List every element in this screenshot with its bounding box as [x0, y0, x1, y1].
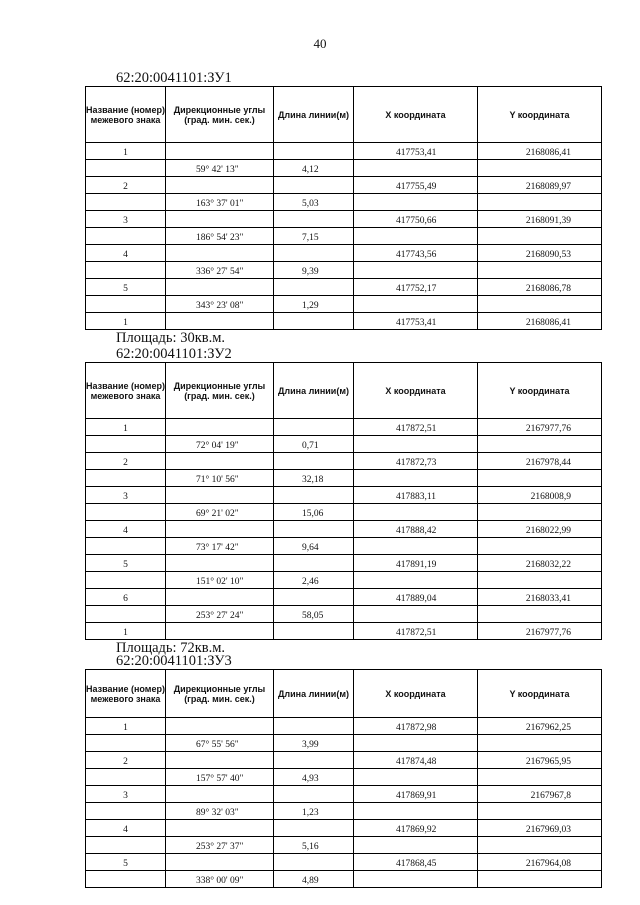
cell-length — [274, 718, 354, 735]
cell-length — [274, 419, 354, 436]
cell-x — [354, 735, 478, 752]
cell-y: 2168033,41 — [478, 589, 602, 606]
cell-length: 4,89 — [274, 871, 354, 888]
cell-y: 2168091,39 — [478, 211, 602, 228]
cell-length — [274, 589, 354, 606]
cell-y: 2168086,41 — [478, 313, 602, 330]
table-row — [86, 419, 602, 436]
cell-point-name — [86, 871, 166, 888]
cell-length — [274, 854, 354, 871]
table-row — [86, 160, 602, 177]
cell-length: 4,93 — [274, 769, 354, 786]
cell-x: 417872,51 — [354, 419, 478, 436]
cell-point-name: 3 — [86, 487, 166, 504]
cell-length — [274, 143, 354, 160]
header-y: Y координата — [478, 87, 602, 143]
table-row — [86, 245, 602, 262]
parcel-block-3 — [85, 653, 601, 888]
cell-y: 2167962,25 — [478, 718, 602, 735]
cell-length: 58,05 — [274, 606, 354, 623]
cell-y: 2167967,8 — [478, 786, 602, 803]
table-row — [86, 436, 602, 453]
cell-length: 9,39 — [274, 262, 354, 279]
cell-angle: 186° 54' 23" — [166, 228, 274, 245]
cell-angle: 253° 27' 24" — [166, 606, 274, 623]
cell-point-name: 2 — [86, 752, 166, 769]
header-y: Y координата — [478, 363, 602, 419]
cell-angle — [166, 245, 274, 262]
cell-angle: 163° 37' 01" — [166, 194, 274, 211]
cell-length — [274, 453, 354, 470]
cell-angle — [166, 820, 274, 837]
cell-x: 417753,41 — [354, 313, 478, 330]
header-name: Название (номер) межевого знака — [86, 87, 166, 143]
cell-angle: 157° 57' 40" — [166, 769, 274, 786]
cell-x — [354, 538, 478, 555]
header-name: Название (номер) межевого знака — [86, 670, 166, 718]
cell-y — [478, 160, 602, 177]
cell-y — [478, 837, 602, 854]
coordinates-table — [85, 86, 602, 330]
cell-x — [354, 837, 478, 854]
cell-length — [274, 752, 354, 769]
cell-y — [478, 262, 602, 279]
cell-angle — [166, 786, 274, 803]
area-text: Площадь: 30кв.м. — [116, 330, 226, 346]
cell-angle — [166, 589, 274, 606]
cell-x: 417874,48 — [354, 752, 478, 769]
cell-x — [354, 803, 478, 820]
table-row — [86, 177, 602, 194]
cell-x — [354, 769, 478, 786]
cell-point-name — [86, 470, 166, 487]
table-row — [86, 211, 602, 228]
cell-y: 2168090,53 — [478, 245, 602, 262]
coordinates-table — [85, 669, 602, 888]
cell-angle: 89° 32' 03" — [166, 803, 274, 820]
header-angle: Дирекционные углы (град. мин. сек.) — [166, 87, 274, 143]
cell-x: 417869,91 — [354, 786, 478, 803]
cell-angle — [166, 521, 274, 538]
table-row — [86, 194, 602, 211]
cell-length: 15,06 — [274, 504, 354, 521]
cell-length — [274, 279, 354, 296]
cell-y — [478, 606, 602, 623]
parcel-block-1 — [85, 70, 601, 346]
cell-angle: 59° 42' 13" — [166, 160, 274, 177]
cell-point-name: 5 — [86, 555, 166, 572]
cell-x: 417889,04 — [354, 589, 478, 606]
cell-point-name: 5 — [86, 854, 166, 871]
parcel-title: 62:20:0041101:ЗУ3 — [116, 653, 232, 669]
cell-point-name — [86, 160, 166, 177]
cell-y — [478, 470, 602, 487]
table-row — [86, 521, 602, 538]
cell-length — [274, 211, 354, 228]
cell-angle — [166, 718, 274, 735]
parcel-title: 62:20:0041101:ЗУ2 — [116, 346, 232, 362]
cell-y — [478, 803, 602, 820]
table-row — [86, 623, 602, 640]
cell-length — [274, 820, 354, 837]
cell-angle — [166, 453, 274, 470]
cell-x: 417872,73 — [354, 453, 478, 470]
cell-y — [478, 769, 602, 786]
table-row — [86, 228, 602, 245]
header-x: X координата — [354, 670, 478, 718]
cell-x — [354, 436, 478, 453]
table-body — [86, 419, 602, 640]
cell-length: 4,12 — [274, 160, 354, 177]
cell-point-name — [86, 803, 166, 820]
table-row — [86, 769, 602, 786]
table-row — [86, 555, 602, 572]
cell-y: 2168032,22 — [478, 555, 602, 572]
table-row — [86, 572, 602, 589]
cell-length: 5,16 — [274, 837, 354, 854]
cell-x: 417743,56 — [354, 245, 478, 262]
cell-y: 2168086,78 — [478, 279, 602, 296]
cell-length — [274, 521, 354, 538]
parcel-title: 62:20:0041101:ЗУ1 — [116, 70, 232, 86]
cell-angle: 338° 00' 09" — [166, 871, 274, 888]
cell-y — [478, 228, 602, 245]
cell-y — [478, 504, 602, 521]
cell-length: 5,03 — [274, 194, 354, 211]
cell-x: 417750,66 — [354, 211, 478, 228]
cell-length — [274, 487, 354, 504]
cell-x: 417883,11 — [354, 487, 478, 504]
cell-x — [354, 470, 478, 487]
cell-x — [354, 296, 478, 313]
cell-length — [274, 245, 354, 262]
cell-point-name — [86, 194, 166, 211]
cell-y — [478, 436, 602, 453]
cell-point-name: 5 — [86, 279, 166, 296]
table-row — [86, 837, 602, 854]
cell-angle: 71° 10' 56" — [166, 470, 274, 487]
cell-x — [354, 572, 478, 589]
table-row — [86, 752, 602, 769]
cell-y: 2167977,76 — [478, 623, 602, 640]
cell-length: 7,15 — [274, 228, 354, 245]
cell-y: 2167965,95 — [478, 752, 602, 769]
cell-angle — [166, 279, 274, 296]
cell-length: 1,23 — [274, 803, 354, 820]
cell-angle — [166, 487, 274, 504]
header-x: X координата — [354, 363, 478, 419]
cell-point-name — [86, 296, 166, 313]
cell-y: 2168008,9 — [478, 487, 602, 504]
table-row — [86, 470, 602, 487]
cell-point-name — [86, 538, 166, 555]
cell-x: 417872,98 — [354, 718, 478, 735]
cell-point-name — [86, 436, 166, 453]
cell-y — [478, 871, 602, 888]
cell-point-name — [86, 572, 166, 589]
cell-angle: 253° 27' 37" — [166, 837, 274, 854]
cell-length: 2,46 — [274, 572, 354, 589]
cell-x — [354, 262, 478, 279]
table-row — [86, 718, 602, 735]
cell-point-name: 3 — [86, 211, 166, 228]
coordinates-table — [85, 362, 602, 640]
cell-point-name — [86, 606, 166, 623]
cell-x: 417752,17 — [354, 279, 478, 296]
cell-point-name: 6 — [86, 589, 166, 606]
cell-y: 2167964,08 — [478, 854, 602, 871]
cell-point-name: 3 — [86, 786, 166, 803]
cell-point-name: 2 — [86, 453, 166, 470]
cell-point-name — [86, 504, 166, 521]
cell-angle — [166, 419, 274, 436]
cell-x — [354, 504, 478, 521]
cell-x: 417888,42 — [354, 521, 478, 538]
cell-point-name: 1 — [86, 623, 166, 640]
table-body — [86, 143, 602, 330]
cell-angle: 73° 17' 42" — [166, 538, 274, 555]
cell-point-name — [86, 262, 166, 279]
cell-angle: 67° 55' 56" — [166, 735, 274, 752]
cell-y: 2167977,76 — [478, 419, 602, 436]
cell-point-name: 1 — [86, 143, 166, 160]
header-length: Длина линии(м) — [274, 363, 354, 419]
table-row — [86, 803, 602, 820]
cell-length: 0,71 — [274, 436, 354, 453]
cell-angle: 151° 02' 10" — [166, 572, 274, 589]
cell-point-name: 4 — [86, 245, 166, 262]
cell-angle: 343° 23' 08" — [166, 296, 274, 313]
table-row — [86, 487, 602, 504]
cell-point-name: 4 — [86, 820, 166, 837]
cell-x — [354, 194, 478, 211]
header-angle: Дирекционные углы (град. мин. сек.) — [166, 363, 274, 419]
cell-length: 3,99 — [274, 735, 354, 752]
cell-x: 417755,49 — [354, 177, 478, 194]
table-row — [86, 313, 602, 330]
cell-y — [478, 735, 602, 752]
header-length: Длина линии(м) — [274, 670, 354, 718]
cell-length — [274, 555, 354, 572]
cell-angle — [166, 143, 274, 160]
header-length: Длина линии(м) — [274, 87, 354, 143]
header-name: Название (номер) межевого знака — [86, 363, 166, 419]
cell-point-name — [86, 228, 166, 245]
header-angle: Дирекционные углы (град. мин. сек.) — [166, 670, 274, 718]
area-text: Площадь: 72кв.м. — [116, 640, 226, 656]
table-row — [86, 735, 602, 752]
header-x: X координата — [354, 87, 478, 143]
cell-y — [478, 538, 602, 555]
table-row — [86, 143, 602, 160]
cell-y: 2168086,41 — [478, 143, 602, 160]
cell-length: 1,29 — [274, 296, 354, 313]
cell-x — [354, 871, 478, 888]
cell-x — [354, 160, 478, 177]
table-row — [86, 606, 602, 623]
cell-angle — [166, 177, 274, 194]
cell-point-name — [86, 769, 166, 786]
table-row — [86, 453, 602, 470]
table-row — [86, 538, 602, 555]
cell-y — [478, 296, 602, 313]
cell-angle — [166, 313, 274, 330]
table-row — [86, 296, 602, 313]
cell-x: 417872,51 — [354, 623, 478, 640]
cell-length — [274, 313, 354, 330]
cell-x: 417869,92 — [354, 820, 478, 837]
cell-point-name: 1 — [86, 313, 166, 330]
cell-length — [274, 177, 354, 194]
cell-angle — [166, 854, 274, 871]
cell-angle: 69° 21' 02" — [166, 504, 274, 521]
table-row — [86, 504, 602, 521]
cell-point-name: 4 — [86, 521, 166, 538]
cell-y: 2168022,99 — [478, 521, 602, 538]
table-row — [86, 262, 602, 279]
table-row — [86, 589, 602, 606]
cell-point-name — [86, 735, 166, 752]
table-row — [86, 279, 602, 296]
cell-x — [354, 228, 478, 245]
cell-y: 2167969,03 — [478, 820, 602, 837]
cell-length: 9,64 — [274, 538, 354, 555]
cell-x — [354, 606, 478, 623]
cell-angle — [166, 752, 274, 769]
cell-x: 417753,41 — [354, 143, 478, 160]
cell-y — [478, 572, 602, 589]
cell-angle — [166, 623, 274, 640]
cell-point-name — [86, 837, 166, 854]
table-body — [86, 718, 602, 888]
cell-angle: 72° 04' 19" — [166, 436, 274, 453]
cell-y — [478, 194, 602, 211]
cell-y: 2167978,44 — [478, 453, 602, 470]
table-row — [86, 871, 602, 888]
cell-angle: 336° 27' 54" — [166, 262, 274, 279]
cell-angle — [166, 555, 274, 572]
cell-length — [274, 623, 354, 640]
table-row — [86, 820, 602, 837]
cell-x: 417891,19 — [354, 555, 478, 572]
page-number: 40 — [313, 36, 327, 51]
header-y: Y координата — [478, 670, 602, 718]
table-row — [86, 854, 602, 871]
cell-point-name: 1 — [86, 718, 166, 735]
cell-length — [274, 786, 354, 803]
cell-point-name: 1 — [86, 419, 166, 436]
parcel-block-2 — [85, 346, 601, 656]
cell-x: 417868,45 — [354, 854, 478, 871]
cell-length: 32,18 — [274, 470, 354, 487]
cell-y: 2168089,97 — [478, 177, 602, 194]
cell-angle — [166, 211, 274, 228]
table-row — [86, 786, 602, 803]
cell-point-name: 2 — [86, 177, 166, 194]
